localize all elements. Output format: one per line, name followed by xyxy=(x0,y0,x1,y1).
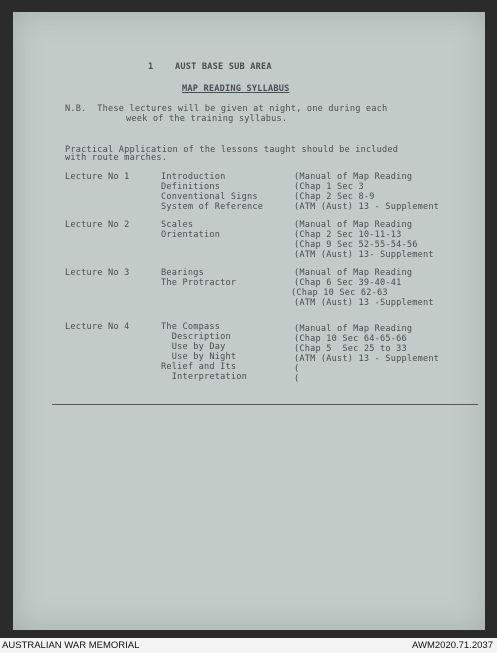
lecture-3-ref: (Chap 6 Sec 39-40-41 xyxy=(294,278,402,288)
lecture-4-ref: (Chap 5 Sec 25 to 33 xyxy=(294,344,407,354)
lecture-1-topic: Introduction xyxy=(161,172,226,182)
lecture-2-label: Lecture No 2 xyxy=(65,220,130,230)
lecture-3-topic: Bearings xyxy=(161,268,204,278)
lecture-4-topic: Relief and Its xyxy=(161,362,237,372)
lecture-2-topic: Scales xyxy=(161,220,194,230)
lecture-2-ref: (ATM (Aust) 13- Supplement xyxy=(294,250,434,260)
lecture-1-topic: Conventional Signs xyxy=(161,192,258,202)
horizontal-rule xyxy=(52,404,478,405)
lecture-2-ref: (Chap 9 Sec 52-55-54-56 xyxy=(294,240,418,250)
practical-line-1: Practical Application of the lessons taught should be included xyxy=(65,145,399,155)
footer-credit: AUSTRALIAN WAR MEMORIAL xyxy=(2,640,140,651)
lecture-4-topic: Use by Day xyxy=(161,342,226,352)
lecture-2-topic: Orientation xyxy=(161,230,221,240)
lecture-3-ref: (Manual of Map Reading xyxy=(294,268,413,278)
lecture-1-ref: (Manual of Map Reading xyxy=(294,172,413,182)
lecture-3-ref: (Chap 10 Sec 62-63 xyxy=(291,288,388,298)
lecture-4-ref: ( xyxy=(294,364,300,374)
lecture-1-ref: (ATM (Aust) 13 - Supplement xyxy=(294,202,440,212)
lecture-1-ref: (Chap 2 Sec 8-9 xyxy=(294,192,375,202)
lecture-4-topic: Use by Night xyxy=(161,352,237,362)
lecture-3-label: Lecture No 3 xyxy=(65,268,130,278)
lecture-1-topic: Definitions xyxy=(161,182,221,192)
lecture-2-ref: (Manual of Map Reading xyxy=(294,220,413,230)
syllabus-title: MAP READING SYLLABUS xyxy=(182,84,290,94)
lecture-4-ref: ( xyxy=(294,374,300,384)
lecture-1-topic: System of Reference xyxy=(161,202,264,212)
lecture-4-ref: (ATM (Aust) 13 - Supplement xyxy=(294,354,440,364)
lecture-3-ref: (ATM (Aust) 13 -Supplement xyxy=(294,298,434,308)
header-title: AUST BASE SUB AREA xyxy=(175,62,272,72)
lecture-4-topic: The Compass xyxy=(161,322,221,332)
lecture-1-ref: (Chap 1 Sec 3 xyxy=(294,182,364,192)
lecture-4-ref: (Manual of Map Reading xyxy=(294,324,413,334)
header-number: 1 xyxy=(148,62,154,72)
lecture-2-ref: (Chap 2 Sec 10-11-13 xyxy=(294,230,402,240)
lecture-4-topic: Description xyxy=(161,332,231,342)
lecture-4-topic: Interpretation xyxy=(161,372,247,382)
footer-accession-number: AWM2020.71.2037 xyxy=(412,640,493,651)
practical-line-2: with route marches. xyxy=(65,153,168,163)
lecture-3-topic: The Protractor xyxy=(161,278,237,288)
lecture-4-label: Lecture No 4 xyxy=(65,322,130,332)
lecture-4-ref: (Chap 10 Sec 64-65-66 xyxy=(294,334,407,344)
note-line-2: week of the training syllabus. xyxy=(126,114,288,124)
note-line-1: N.B. These lectures will be given at night, one during each xyxy=(65,104,388,114)
lecture-1-label: Lecture No 1 xyxy=(65,172,130,182)
